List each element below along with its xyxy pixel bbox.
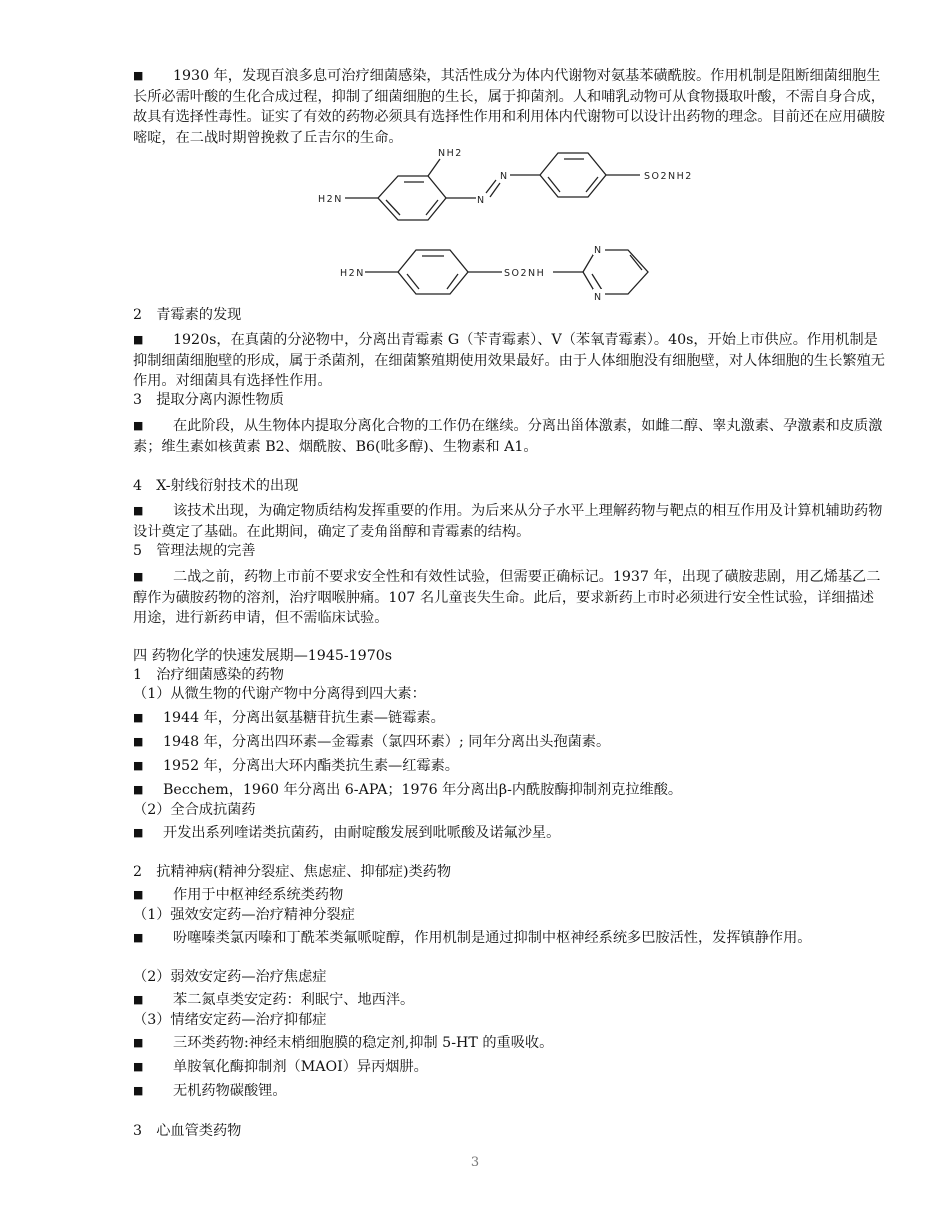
heading-regulation: 5 管理法规的完善 bbox=[133, 543, 256, 559]
bullet-icon: ■ bbox=[133, 993, 144, 1006]
bullet-icon: ■ bbox=[133, 1060, 144, 1073]
bullet-icon: ■ bbox=[133, 759, 144, 772]
list-item: ■ 1944 年，分离出氨基糖苷抗生素—链霉素。 bbox=[133, 708, 888, 729]
bullet-icon: ■ bbox=[133, 570, 144, 583]
bullet-icon: ■ bbox=[133, 888, 144, 901]
sulfadiazine-structure bbox=[330, 240, 670, 305]
bullet-icon: ■ bbox=[133, 504, 144, 517]
nh2-label: NH2 bbox=[438, 148, 463, 159]
bullet-icon: ■ bbox=[133, 826, 144, 839]
bullet-icon: ■ bbox=[133, 333, 144, 346]
bullet-icon: ■ bbox=[133, 419, 144, 432]
list-item: ■ 吩噻嗪类氯丙嗪和丁酰苯类氟哌啶醇，作用机制是通过抑制中枢神经系统多巴胺活性，发挥镇静作用。 bbox=[133, 928, 888, 949]
list-item: ■ 1952 年，分离出大环内酯类抗生素—红霉素。 bbox=[133, 756, 888, 777]
prontosil-structure bbox=[300, 143, 720, 228]
page-number: 3 bbox=[470, 1155, 480, 1170]
pyrimidine-ring bbox=[583, 250, 648, 294]
paragraph-endogenous: ■ 在此阶段，从生物体内提取分离化合物的工作仍在继续。分离出甾体激素，如雌二醇、睾丸激素、孕激素和皮质激素；维生素如核黄素 B2、烟酰胺、B6(吡多醇)、生物素和 A1。 bbox=[133, 418, 883, 455]
heading-endogenous: 3 提取分离内源性物质 bbox=[133, 392, 284, 408]
so2nh-label: SO2NH bbox=[504, 268, 546, 279]
subsection-heading: （2）弱效安定药—治疗焦虑症 bbox=[133, 969, 327, 985]
section-heading: 四 药物化学的快速发展期—1945-1970s bbox=[133, 648, 393, 664]
paragraph-regulation: ■ 二战之前，药物上市前不要求安全性和有效性试验，但需要正确标记。1937 年，出现了磺胺悲剧，用乙烯基乙二醇作为磺胺药物的溶剂，治疗咽喉肿痛。107 名儿童丧失生命。此后，要求新药上市时必须进行安全性试验，详细描述用途，进行新药申请，但不需临床试验。 bbox=[133, 569, 881, 626]
bullet-icon: ■ bbox=[133, 1036, 144, 1049]
bullet-icon: ■ bbox=[133, 735, 144, 748]
bullet-icon: ■ bbox=[133, 69, 144, 82]
list-item: ■ 1948 年，分离出四环素—金霉素（氯四环素）; 同年分离出头孢菌素。 bbox=[133, 732, 888, 753]
list-item: ■ 苯二氮卓类安定药：利眠宁、地西泮。 bbox=[133, 990, 888, 1011]
subsection-heading: 1 治疗细菌感染的药物 bbox=[133, 667, 284, 683]
h2n-label: H2N bbox=[318, 194, 343, 205]
subsection-heading: （3）情绪安定药—治疗抑郁症 bbox=[133, 1012, 327, 1028]
azo-n-label: N bbox=[477, 195, 486, 206]
list-item: ■ Becchem，1960 年分离出 6-APA；1976 年分离出β-内酰胺酶抑制剂克拉维酸。 bbox=[133, 780, 888, 801]
list-item: ■ 单胺氧化酶抑制剂（MAOI）异丙烟肼。 bbox=[133, 1057, 888, 1078]
azo-n-label: N bbox=[500, 171, 509, 182]
subsection-heading: （1）强效安定药—治疗精神分裂症 bbox=[133, 907, 355, 923]
bullet-icon: ■ bbox=[133, 1084, 144, 1097]
list-item: ■ 三环类药物:神经末梢细胞膜的稳定剂,抑制 5-HT 的重吸收。 bbox=[133, 1033, 888, 1054]
paragraph-xray: ■ 该技术出现，为确定物质结构发挥重要的作用。为后来从分子水平上理解药物与靶点的相互作用及计算机辅助药物设计奠定了基础。在此期间，确定了麦角甾醇和青霉素的结构。 bbox=[133, 503, 883, 540]
subsection-heading: （2）全合成抗菌药 bbox=[133, 802, 256, 818]
subsection-heading: 3 心血管类药物 bbox=[133, 1123, 242, 1139]
so2nh2-label: SO2NH2 bbox=[644, 171, 693, 182]
h2n-label: H2N bbox=[340, 268, 365, 279]
subsection-heading: 2 抗精神病(精神分裂症、焦虑症、抑郁症)类药物 bbox=[133, 864, 452, 880]
list-item: ■ 无机药物碳酸锂。 bbox=[133, 1081, 888, 1102]
bullet-icon: ■ bbox=[133, 711, 144, 724]
pyrimidine-n-label: N bbox=[594, 245, 603, 256]
heading-penicillin: 2 青霉素的发现 bbox=[133, 307, 242, 323]
paragraph-penicillin: ■ 1920s，在真菌的分泌物中，分离出青霉素 G（苄青霉素）、V（苯氧青霉素）。40s，开始上市供应。作用机制是抑制细菌细胞壁的形成，属于杀菌剂，在细菌繁殖期使用效果最好。由于人体细胞没有细胞壁，对人体细胞的生长繁殖无作用。对细菌具有选择性作用。 bbox=[133, 332, 885, 389]
paragraph-prontosil: ■ 1930 年，发现百浪多息可治疗细菌感染，其活性成分为体内代谢物对氨基苯磺酰胺。作用机制是阻断细菌细胞生长所必需叶酸的生化合成过程，抑制了细菌细胞的生长，属于抑菌剂。人和哺乳动物可从食物摄取叶酸，不需自身合成，故具有选择性毒性。证实了有效的药物必须具有选择性作用和利用体内代谢物可以设计出药物的理念。目前还在应用磺胺嘧啶，在二战时期曾挽救了丘吉尔的生命。 bbox=[133, 68, 885, 146]
list-item: ■ 作用于中枢神经系统类药物 bbox=[133, 885, 888, 906]
list-item: ■ 开发出系列喹诺类抗菌药，由耐啶酸发展到吡哌酸及诺氟沙星。 bbox=[133, 823, 888, 844]
subsection-heading: （1）从微生物的代谢产物中分离得到四大素： bbox=[133, 686, 426, 702]
pyrimidine-n-label: N bbox=[594, 292, 603, 303]
heading-xray: 4 X-射线衍射技术的出现 bbox=[133, 478, 299, 494]
bullet-icon: ■ bbox=[133, 783, 144, 796]
bullet-icon: ■ bbox=[133, 931, 144, 944]
